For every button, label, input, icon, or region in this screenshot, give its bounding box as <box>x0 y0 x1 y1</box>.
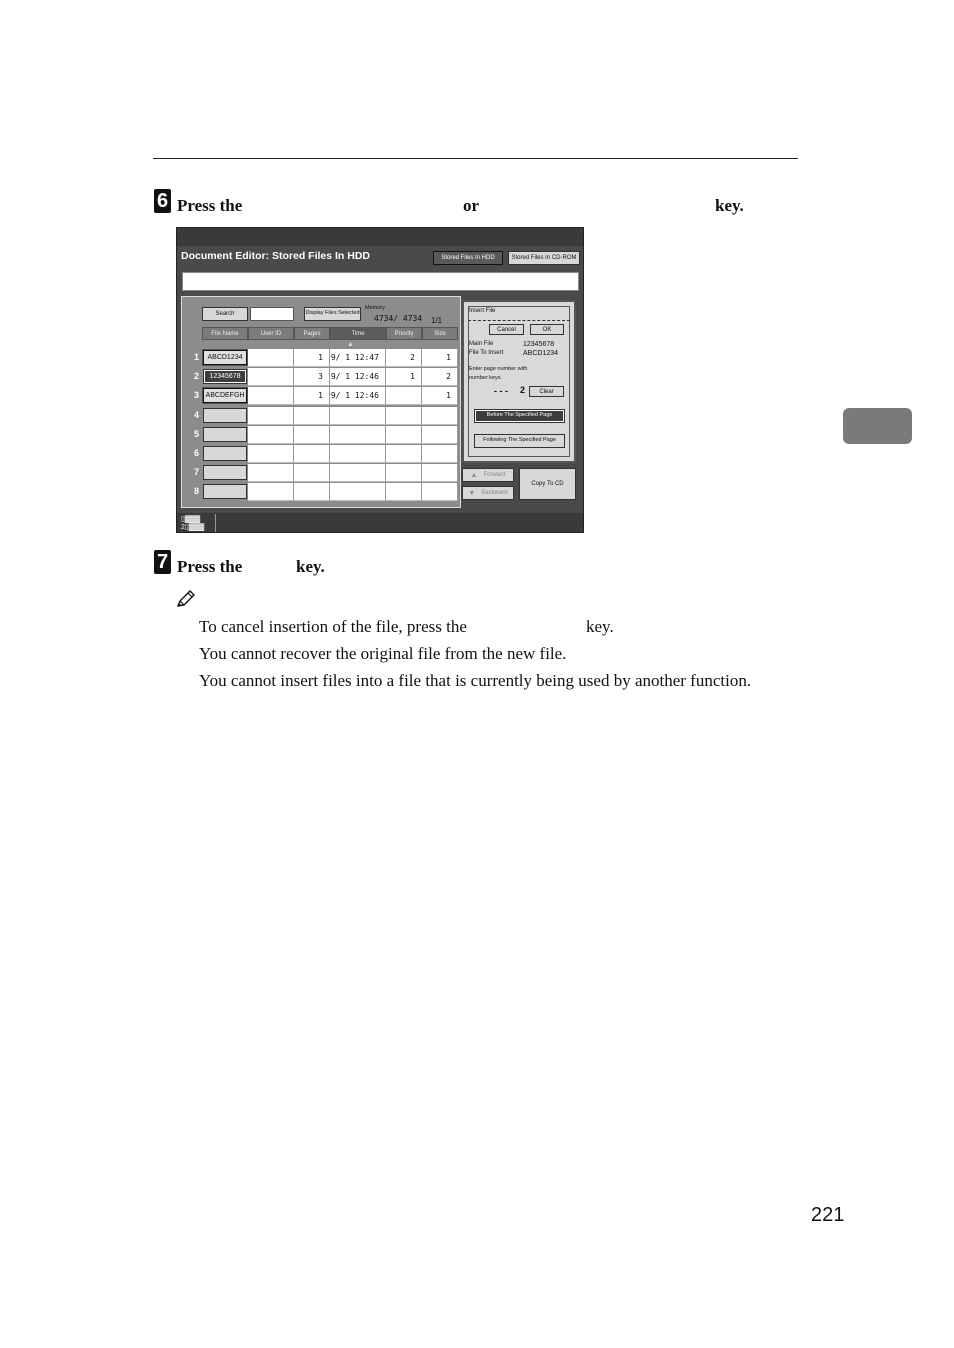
main-file-label: Main File <box>469 341 494 347</box>
pencil-icon <box>176 590 196 608</box>
header-user-id[interactable]: User ID <box>248 327 294 340</box>
status-indicator: ▯▓▓▓ 2▯▓▓▓ <box>181 516 205 531</box>
note-1-text: To cancel insertion of the file, press the <box>199 617 467 636</box>
table-cell-user <box>248 464 294 482</box>
table-cell-user <box>248 349 294 367</box>
table-cell-size: 1 <box>422 349 458 367</box>
note-1 <box>199 616 467 637</box>
table-cell-size <box>422 483 458 501</box>
table-cell-time: 9/ 1 12:46 <box>330 387 386 405</box>
table-cell-time <box>330 483 386 501</box>
page-count: 1/1 <box>431 316 443 325</box>
row-number: 1 <box>194 352 200 362</box>
step-6-or: or <box>463 196 480 215</box>
display-files-selected-button[interactable]: Display Files Selected <box>304 307 361 321</box>
table-cell-priority <box>386 407 422 425</box>
page-entry-dashes: - - - <box>494 386 508 396</box>
step-7-press: Press the <box>177 557 243 576</box>
status-bar <box>177 513 583 532</box>
step-7-number: 7 <box>154 550 171 574</box>
file-name-button[interactable] <box>203 408 247 423</box>
row-number: 6 <box>194 448 200 458</box>
header-pages[interactable]: Pages <box>294 327 330 340</box>
table-cell-size: 1 <box>422 387 458 405</box>
step-7-key: key. <box>296 557 325 576</box>
table-cell-pages: 1 <box>294 387 330 405</box>
table-cell-pages: 1 <box>294 349 330 367</box>
page-entry-value: 2 <box>520 385 526 395</box>
clear-button[interactable]: Clear <box>529 386 564 397</box>
table-cell-time <box>330 464 386 482</box>
table-cell-priority <box>386 483 422 501</box>
screen-top-bar <box>177 228 583 246</box>
memory-label: Memory <box>365 305 385 311</box>
backward-label: Backward <box>481 490 508 496</box>
table-cell-priority <box>386 445 422 463</box>
row-number: 3 <box>194 390 200 401</box>
note-1-key: key. <box>586 617 614 636</box>
row-number: 2 <box>194 371 200 382</box>
table-cell-time: 9/ 1 12:47 <box>330 349 386 367</box>
table-cell-pages <box>294 407 330 425</box>
note-3: You cannot insert files into a file that is currently being used by another function. <box>199 671 752 690</box>
table-cell-time <box>330 445 386 463</box>
before-specified-page-button[interactable]: Before The Specified Page <box>474 409 565 423</box>
table-cell-user <box>248 483 294 501</box>
tab-stored-files-cdrom[interactable]: Stored Files In CD-ROM <box>508 251 580 265</box>
file-name-button[interactable] <box>203 484 247 499</box>
table-cell-pages <box>294 464 330 482</box>
file-name-button[interactable] <box>203 465 247 480</box>
table-cell-user <box>248 407 294 425</box>
document-editor-screen <box>176 227 584 533</box>
table-cell-size: 2 <box>422 368 458 386</box>
step-6-press: Press the <box>177 196 243 215</box>
file-name-button[interactable] <box>203 446 247 461</box>
page-number-prompt: Enter page number with number keys. <box>469 366 528 381</box>
row-number: 4 <box>194 409 200 420</box>
table-cell-pages <box>294 426 330 444</box>
file-name-button[interactable]: ABCD1234 <box>203 350 247 365</box>
file-name-button[interactable] <box>203 427 247 442</box>
screen-title: Document Editor: Stored Files In HDD <box>181 250 371 262</box>
table-cell-user <box>248 387 294 405</box>
table-cell-time <box>330 407 386 425</box>
table-cell-pages: 3 <box>294 368 330 386</box>
file-to-insert-value: ABCD1234 <box>523 350 559 357</box>
table-cell-priority <box>386 426 422 444</box>
dialog-divider <box>468 320 570 321</box>
table-cell-size <box>422 445 458 463</box>
table-cell-time: 9/ 1 12:46 <box>330 368 386 386</box>
status-divider <box>215 514 216 532</box>
header-time[interactable]: Time <box>330 327 386 340</box>
ok-button[interactable]: OK <box>530 324 564 335</box>
forward-button[interactable] <box>462 468 514 482</box>
table-cell-user <box>248 445 294 463</box>
table-cell-priority: 2 <box>386 349 422 367</box>
file-to-insert-label: File To Insert <box>469 350 504 356</box>
table-cell-size <box>422 464 458 482</box>
copy-to-cd-button[interactable]: Copy To CD <box>519 468 576 500</box>
note-2: You cannot recover the original file from the new file. <box>199 644 567 663</box>
header-size[interactable]: Size <box>422 327 458 340</box>
sort-ascending-icon: ▲ <box>347 341 354 348</box>
dialog-title: Insert File <box>469 308 496 314</box>
file-name-button[interactable]: ABCDEFGH <box>203 388 247 403</box>
main-file-value: 12345678 <box>523 341 555 348</box>
message-area <box>182 272 579 291</box>
search-input[interactable] <box>250 307 294 321</box>
step-6-number: 6 <box>154 189 171 213</box>
table-cell-priority <box>386 387 422 405</box>
section-thumb-tab <box>843 408 912 444</box>
down-arrow-icon: ▼ <box>468 489 476 497</box>
table-cell-user <box>248 426 294 444</box>
page-number: 221 <box>811 1204 845 1226</box>
table-cell-pages <box>294 445 330 463</box>
row-number: 5 <box>194 428 200 439</box>
file-name-button[interactable]: 12345678 <box>203 369 247 384</box>
row-number: 8 <box>194 486 200 497</box>
cancel-button[interactable]: Cancel <box>489 324 524 335</box>
table-cell-user <box>248 368 294 386</box>
up-arrow-icon: ▲ <box>470 471 478 479</box>
table-cell-size <box>422 426 458 444</box>
table-cell-pages <box>294 483 330 501</box>
header-file-name[interactable]: File Name <box>202 327 248 340</box>
tab-stored-files-hdd[interactable]: Stored Files In HDD <box>433 251 503 265</box>
step-6-key: key. <box>715 196 744 215</box>
backward-button[interactable] <box>462 486 514 500</box>
table-cell-priority <box>386 464 422 482</box>
status-value: 2 <box>181 524 185 531</box>
search-button[interactable]: Search <box>202 307 248 321</box>
header-rule <box>153 158 798 159</box>
following-specified-page-button[interactable]: Following The Specified Page <box>474 434 565 448</box>
table-cell-size <box>422 407 458 425</box>
forward-label: Forward <box>483 472 506 478</box>
header-priority[interactable]: Priority <box>386 327 422 340</box>
row-number: 7 <box>194 467 200 478</box>
memory-value: 4734/ 4734 <box>374 314 423 323</box>
table-cell-priority: 1 <box>386 368 422 386</box>
table-cell-time <box>330 426 386 444</box>
